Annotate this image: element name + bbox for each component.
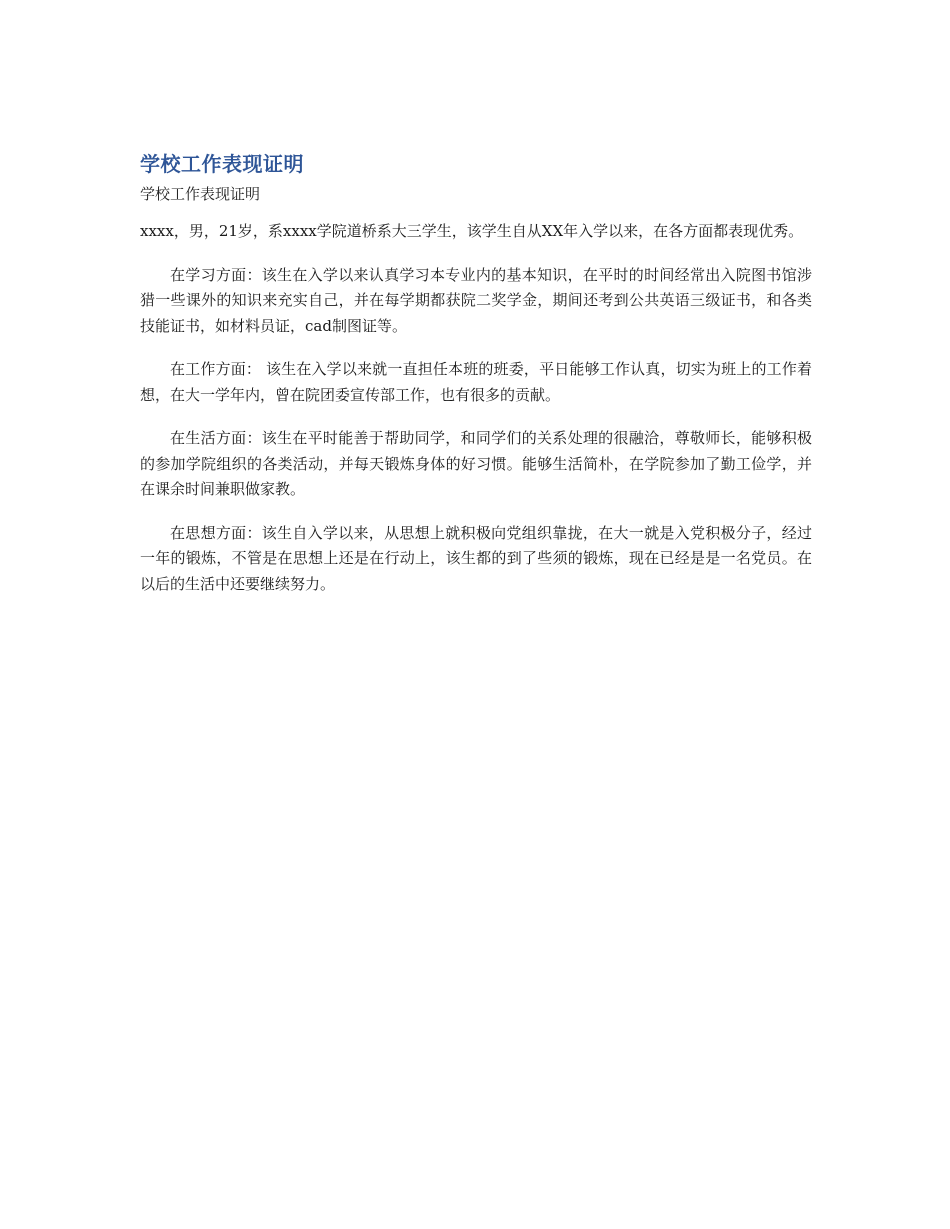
paragraph-thought: 在思想方面：该生自入学以来，从思想上就积极向党组织靠拢，在大一就是入党积极分子，经过一年的锻炼，不管是在思想上还是在行动上，该生都的到了些须的锻炼，现在已经是是一名党员。在以后的生活中还要继续努力。 <box>140 523 812 593</box>
document-content <box>140 150 812 597</box>
document-subtitle: 学校工作表现证明 <box>140 185 261 203</box>
document-title: 学校工作表现证明 <box>140 152 304 176</box>
paragraph-intro: xxxx，男，21岁，系xxxx学院道桥系大三学生，该学生自从XX年入学以来，在各方面都表现优秀。 <box>140 222 804 240</box>
paragraph-work: 在工作方面： 该生在入学以来就一直担任本班的班委，平日能够工作认真，切实为班上的工作着想，在大一学年内，曾在院团委宣传部工作，也有很多的贡献。 <box>140 360 812 404</box>
paragraph-study: 在学习方面：该生在入学以来认真学习本专业内的基本知识，在平时的时间经常出入院图书馆涉猎一些课外的知识来充实自己，并在每学期都获院二奖学金，期间还考到公共英语三级证书，和各类技能证书，如材料员证，cad制图证等。 <box>140 265 812 335</box>
paragraph-life: 在生活方面：该生在平时能善于帮助同学，和同学们的关系处理的很融洽，尊敬师长，能够积极的参加学院组织的各类活动，并每天锻炼身体的好习惯。能够生活简朴，在学院参加了勤工俭学，并在课余时间兼职做家教。 <box>140 429 812 498</box>
